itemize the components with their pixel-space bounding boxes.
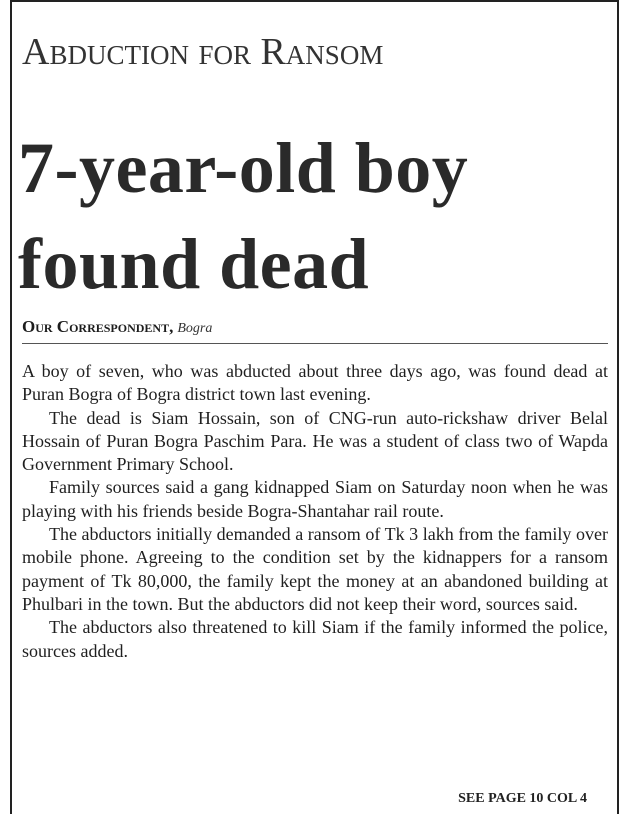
body-paragraph: The abductors initially demanded a ransom of Tk 3 lakh from the family over mobile phone. Agreeing to the condition set by the kidnappers for a ransom payment of Tk 80,000, the family kept the money at an abandoned building at Phulbari in the town. But the abductors did not keep their word, sources said. <box>22 524 608 614</box>
byline-divider <box>22 343 608 344</box>
headline-line-1: 7-year-old boy <box>18 128 469 208</box>
article-body <box>22 360 608 663</box>
continuation-link[interactable]: SEE PAGE 10 COL 4 <box>458 791 587 806</box>
byline-author: Our Correspondent, <box>22 317 174 336</box>
byline-location: Bogra <box>177 321 213 336</box>
body-paragraph: The abductors also threatened to kill Siam if the family informed the police, sources added. <box>22 617 608 661</box>
headline-line-2: found dead <box>18 224 370 304</box>
body-paragraph: A boy of seven, who was abducted about three days ago, was found dead at Puran Bogra of Bogra district town last evening. <box>22 361 608 405</box>
article-kicker: Abduction for Ransom <box>22 31 384 73</box>
body-paragraph: The dead is Siam Hossain, son of CNG-run auto-rickshaw driver Belal Hossain of Puran Bogra Paschim Para. He was a student of class two of Wapda Government Primary School. <box>22 407 608 475</box>
byline <box>22 317 212 337</box>
left-border <box>10 0 12 814</box>
top-border <box>10 0 618 2</box>
right-border <box>617 0 619 814</box>
article-headline <box>18 120 468 312</box>
body-paragraph: Family sources said a gang kidnapped Siam on Saturday noon when he was playing with his friends beside Bogra-Shantahar rail route. <box>22 477 608 521</box>
